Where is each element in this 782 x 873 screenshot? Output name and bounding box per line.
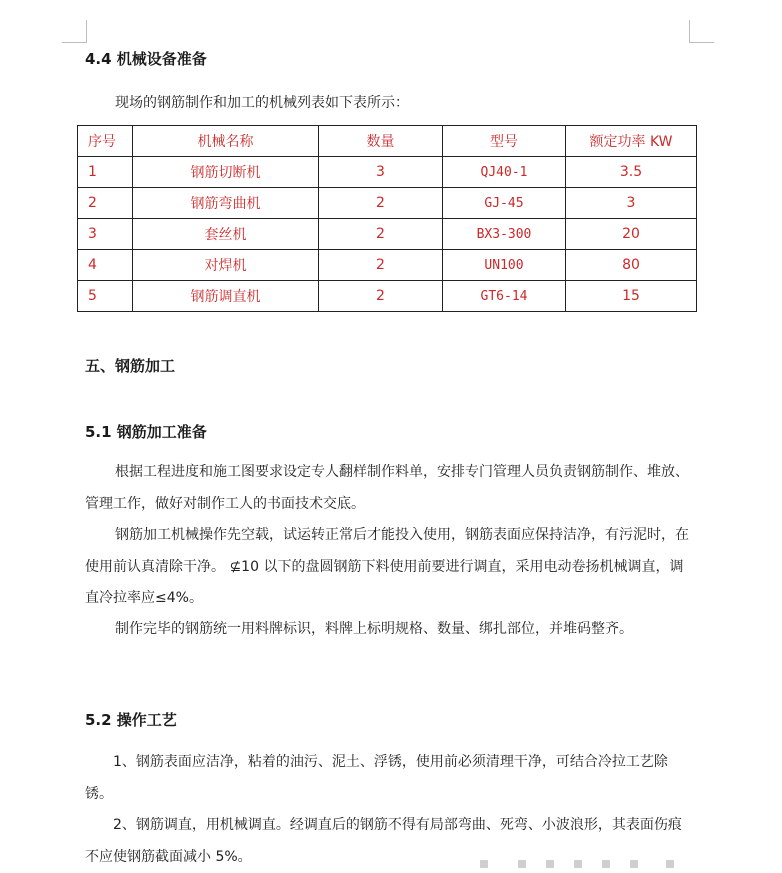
section-5-1-title: 5.1 钢筋加工准备 — [85, 423, 207, 441]
table-cell: BX3-300 — [443, 219, 566, 250]
table-cell: 2 — [319, 250, 443, 281]
view-mode-icon[interactable] — [630, 860, 638, 868]
section-5-2-paragraph-1: 1、钢筋表面应洁净，粘着的油污、泥土、浮锈，使用前必须清理干净，可结合冷拉工艺除锈。 — [85, 754, 668, 802]
table-cell: 3 — [78, 219, 133, 250]
table-cell: 3.5 — [566, 157, 697, 188]
table-row — [78, 219, 697, 250]
view-mode-icon[interactable] — [574, 860, 582, 868]
section-5-1-paragraph-2: 钢筋加工机械操作先空载，试运转正常后才能投入使用，钢筋表面应保持洁净，有污泥时，在使用前认真清除干净。 ⊈10 以下的盘圆钢筋下料使用前要进行调直，采用电动卷扬机械调直，调直冷拉率应≤4%。 — [85, 527, 689, 606]
section-5-title: 五、钢筋加工 — [85, 357, 176, 375]
table-cell: 3 — [319, 157, 443, 188]
view-mode-icon[interactable] — [602, 860, 610, 868]
machine-table — [77, 125, 697, 312]
zoom-icon[interactable] — [666, 860, 674, 868]
table-cell: 80 — [566, 250, 697, 281]
view-mode-icon[interactable] — [480, 860, 488, 868]
page-corner-top-left — [62, 20, 87, 43]
table-row — [78, 281, 697, 312]
table-cell: 1 — [78, 157, 133, 188]
section-4-4-title: 4.4 机械设备准备 — [85, 50, 207, 68]
header-cell: 型号 — [443, 126, 566, 157]
table-cell: 2 — [319, 281, 443, 312]
table-cell: 4 — [78, 250, 133, 281]
table-cell: 对焊机 — [133, 250, 319, 281]
table-cell: 钢筋切断机 — [133, 157, 319, 188]
section-4-4-intro: 现场的钢筋制作和加工的机械列表如下表所示： — [115, 95, 409, 111]
table-cell: 套丝机 — [133, 219, 319, 250]
header-cell: 机械名称 — [133, 126, 319, 157]
table-cell: 2 — [319, 219, 443, 250]
view-mode-icon[interactable] — [546, 860, 554, 868]
table-cell: 20 — [566, 219, 697, 250]
section-5-1-paragraph-3: 制作完毕的钢筋统一用料牌标识，料牌上标明规格、数量、绑扎部位，并堆码整齐。 — [115, 621, 633, 637]
table-cell: UN100 — [443, 250, 566, 281]
status-bar-icons — [470, 858, 710, 868]
table-header-row — [78, 126, 697, 157]
view-mode-icon[interactable] — [518, 860, 526, 868]
table-cell: 2 — [319, 188, 443, 219]
section-5-1-paragraph-1: 根据工程进度和施工图要求设定专人翻样制作料单，安排专门管理人员负责钢筋制作、堆放、管理工作，做好对制作工人的书面技术交底。 — [85, 464, 689, 512]
table-cell: 3 — [566, 188, 697, 219]
header-cell: 额定功率 KW — [566, 126, 697, 157]
table-row — [78, 157, 697, 188]
header-cell: 序号 — [78, 126, 133, 157]
section-5-2-title: 5.2 操作工艺 — [85, 711, 177, 729]
table-cell: 2 — [78, 188, 133, 219]
header-cell: 数量 — [319, 126, 443, 157]
table-row — [78, 250, 697, 281]
section-5-2-paragraph-2: 2、钢筋调直，用机械调直。经调直后的钢筋不得有局部弯曲、死弯、小波浪形，其表面伤痕不应使钢筋截面减小 5%。 — [85, 817, 682, 865]
table-cell: QJ40-1 — [443, 157, 566, 188]
table-cell: GJ-45 — [443, 188, 566, 219]
table-cell: 5 — [78, 281, 133, 312]
page-corner-top-right — [689, 20, 714, 43]
table-cell: 15 — [566, 281, 697, 312]
table-row — [78, 188, 697, 219]
table-cell: 钢筋调直机 — [133, 281, 319, 312]
table-cell: 钢筋弯曲机 — [133, 188, 319, 219]
table-cell: GT6-14 — [443, 281, 566, 312]
